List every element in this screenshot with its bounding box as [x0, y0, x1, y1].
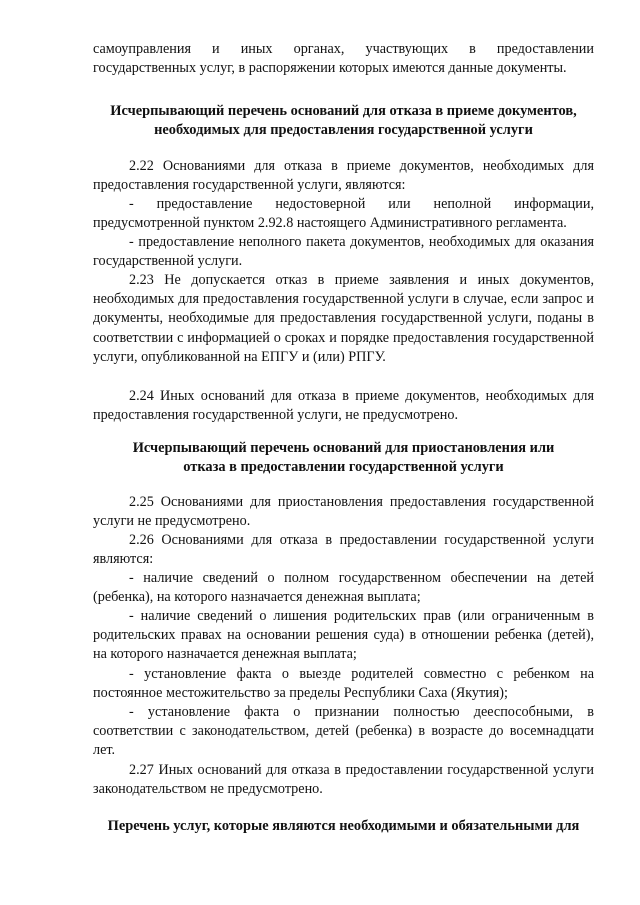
- paragraph-2-22: 2.22 Основаниями для отказа в приеме документов, необходимых для предоставления государственной услуги, являются:: [93, 158, 594, 194]
- paragraph-continuation: самоуправления и иных органах, участвующих в предоставлении государственных услуг, в распоряжении которых имеются данные документы.: [93, 41, 594, 77]
- paragraph-2-26-item-a: - наличие сведений о полном государственном обеспечении на детей (ребенка), на которого назначается денежная выплата;: [93, 570, 594, 606]
- paragraph-2-23: 2.23 Не допускается отказ в приеме заявления и иных документов, необходимых для предоставления государственной услуги в случае, если запрос и документы, необходимые для предоставления государственной услуги, поданы в соответствии с информацией о сроках и порядке предоставления государственной услуги, опубликованной на ЕПГУ и (или) РПГУ.: [93, 272, 594, 365]
- paragraph-2-27: 2.27 Иных оснований для отказа в предоставлении государственной услуги законодательством не предусмотрено.: [93, 762, 594, 798]
- paragraph-2-22-item-a: - предоставление недостоверной или неполной информации, предусмотренной пунктом 2.92.8 настоящего Административного регламента.: [93, 196, 594, 232]
- paragraph-2-24: 2.24 Иных оснований для отказа в приеме документов, необходимых для предоставления государственной услуги, не предусмотрено.: [93, 388, 594, 424]
- section-heading-refusal-documents: Исчерпывающий перечень оснований для отказа в приеме документов, необходимых для предоставления государственной услуги: [110, 103, 577, 139]
- paragraph-2-26-item-c: - установление факта о выезде родителей совместно с ребенком на постоянное местожительство за пределы Республики Саха (Якутия);: [93, 666, 594, 702]
- paragraph-2-25: 2.25 Основаниями для приостановления предоставления государственной услуги не предусмотрено.: [93, 494, 594, 530]
- section-heading-suspension-refusal: Исчерпывающий перечень оснований для приостановления или отказа в предоставлении государственной услуги: [132, 440, 555, 476]
- paragraph-2-26: 2.26 Основаниями для отказа в предоставлении государственной услуги являются:: [93, 532, 594, 568]
- section-heading-required-services: Перечень услуг, которые являются необходимыми и обязательными для: [107, 818, 580, 834]
- paragraph-2-26-item-d: - установление факта о признании полностью дееспособными, в соответствии с законодательством, детей (ребенка) в возрасте до восемнадцати лет.: [93, 704, 594, 759]
- paragraph-2-26-item-b: - наличие сведений о лишения родительских прав (или ограниченным в родительских правах на основании решения суда) в отношении ребенка (детей), на которого назначается денежная выплата;: [93, 608, 594, 663]
- paragraph-2-22-item-b: - предоставление неполного пакета документов, необходимых для оказания государственной услуги.: [93, 234, 594, 270]
